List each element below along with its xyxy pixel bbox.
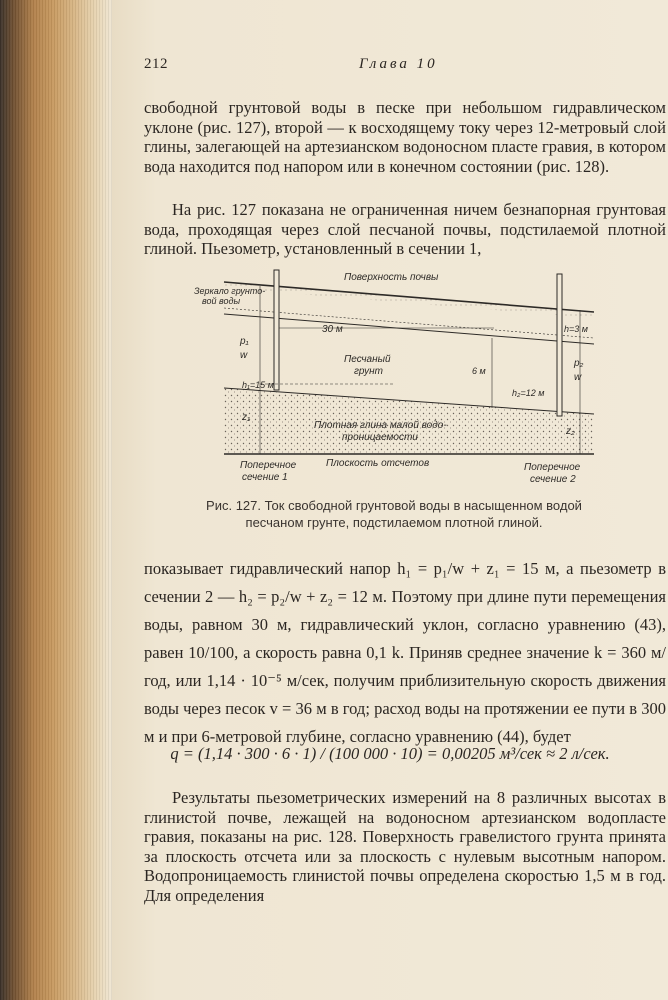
label-datum: Плоскость отсчетов — [326, 458, 430, 469]
label-clay-1: Плотная глина малой водо- — [314, 420, 447, 431]
paragraph-3: показывает гидравлический напор h₁ = p₁/w + z₁ = 15 м, а пьезометр в сечении 2 — h₂ = p₂/w + z₂ = 12 м. Поэтому при длине пути перемещения воды, равном 30 м, гидравлический уклон, согласно уравнению (43), равен 10/100, а скорость равна 0,1 k. Приняв среднее значение k = 360 м/год, или 1,14 · 10⁻⁵ м/сек, получим приблизительную скорость движения воды через песок v = 36 м в год; расход воды на протяжении ее пути в 300 м и при 6-метровой глубине, согласно уравнению (44), будет — [144, 559, 666, 746]
label-section-2b: сечение 2 — [530, 474, 576, 484]
book-page — [112, 0, 668, 1000]
groundwater-diagram — [194, 268, 594, 484]
label-mirror-2: вой воды — [202, 296, 241, 306]
label-z1: z₁ — [242, 412, 251, 423]
book-spine — [0, 0, 112, 1000]
piezometer-1 — [274, 270, 279, 390]
label-mirror-1: Зеркало грунто- — [194, 286, 266, 296]
paragraph-2: На рис. 127 показана не ограниченная ничем безнапорная грунтовая вода, проходящая через слой песчаной почвы, подстилаемой плотной глиной. Пьезометр, установленный в сечении 1, — [144, 200, 666, 259]
discharge-formula: q = (1,14 · 300 · 6 · 1) / (100 000 · 10) = 0,00205 м³/сек ≈ 2 л/сек. — [170, 744, 610, 763]
label-section-2a: Поперечное — [524, 462, 581, 473]
label-sand-1: Песчаный — [344, 354, 391, 365]
label-z2: z₂ — [566, 426, 575, 437]
label-depth: 6 м — [472, 366, 486, 376]
label-h2: h₂=12 м — [512, 388, 545, 398]
label-p1: p₁ — [240, 336, 249, 347]
piezometer-2 — [557, 274, 562, 416]
label-sand-2: грунт — [354, 366, 383, 377]
label-section-1a: Поперечное — [240, 460, 297, 471]
label-p2: p₂ — [574, 358, 584, 369]
figure-caption: Рис. 127. Ток свободной грунтовой воды в насыщенном водой песчаном грунте, подстилаемом плотной глиной. — [206, 498, 582, 530]
label-w1: w — [240, 350, 248, 361]
label-distance: 30 м — [322, 324, 343, 335]
paragraph-1: свободной грунтовой воды в песке при небольшом гидравлическом уклоне (рис. 127), второй — к восходящему току через 12-метровый слой глины, залегающей на артезианском водоносном пласте гравия, в котором вода находится под напором или в конечном состоянии (рис. 128). — [144, 98, 666, 176]
paragraph-4: Результаты пьезометрических измерений на 8 различных высотах в глинистой почве, лежащей на водоносном артезианском водопласте гравия, показаны на рис. 128. Поверхность гравелистого грунта принята за плоскость отсчета или за плоскость с нулевым высотным напором. Водопроницаемость глинистой почвы определена скоростью 1,5 м в год. Для определения — [144, 788, 666, 905]
figure-127 — [194, 268, 594, 484]
page-number: 212 — [144, 56, 168, 72]
label-h1: h₁=15 м — [242, 380, 274, 390]
label-clay-2: проницаемости — [342, 432, 418, 443]
label-h3: h=3 м — [564, 324, 588, 334]
label-w2: w — [574, 372, 582, 383]
running-header — [144, 54, 646, 78]
chapter-title: Глава 10 — [359, 56, 438, 72]
label-surface: Поверхность почвы — [344, 272, 439, 283]
label-section-1b: сечение 1 — [242, 472, 288, 483]
